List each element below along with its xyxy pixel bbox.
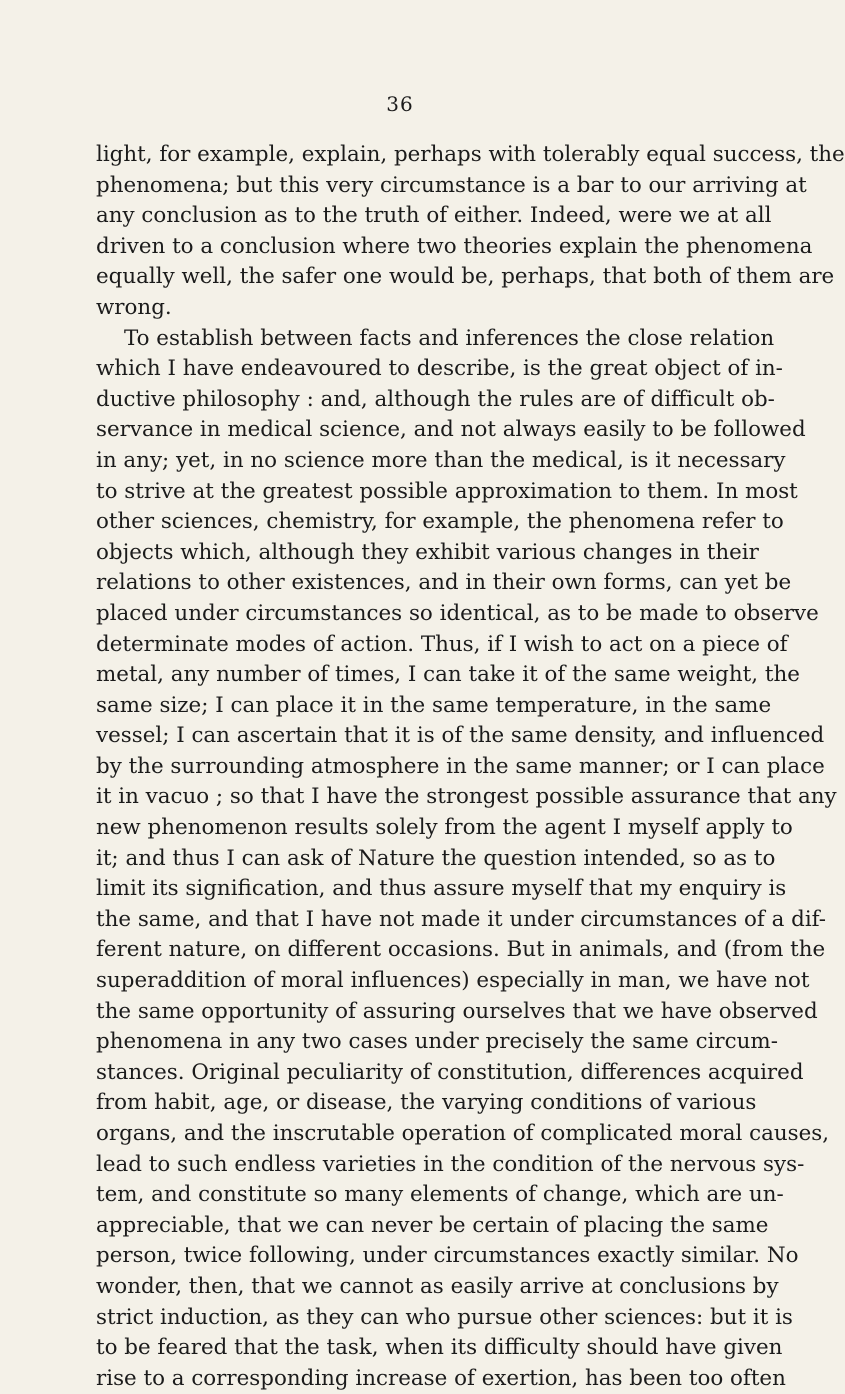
- text-line: from habit, age, or disease, the varying conditions of various: [96, 1090, 757, 1116]
- text-line: the same opportunity of assuring ourselves that we have observed: [96, 998, 818, 1024]
- text-line: wrong.: [96, 294, 172, 320]
- text-line: tem, and constitute so many elements of change, which are un-: [96, 1182, 784, 1208]
- text-line: in any; yet, in no science more than the medical, is it necessary: [96, 447, 786, 473]
- text-line: phenomena in any two cases under precisely the same circum-: [96, 1029, 778, 1055]
- text-line: organs, and the inscrutable operation of complicated moral causes,: [96, 1121, 830, 1146]
- text-line: servance in medical science, and not always easily to be followed: [96, 417, 806, 443]
- text-line: rise to a corresponding increase of exertion, has been too often: [96, 1365, 786, 1391]
- text-line: To establish between facts and inferences the close relation: [124, 325, 775, 351]
- text-line: the same, and that I have not made it under circumstances of a dif-: [96, 906, 827, 932]
- text-line: appreciable, that we can never be certain of placing the same: [96, 1212, 769, 1238]
- text-line: it; and thus I can ask of Nature the question intended, so as to: [96, 845, 776, 871]
- text-line: lead to such endless varieties in the condition of the nervous sys-: [96, 1151, 805, 1177]
- text-line: which I have endeavoured to describe, is the great object of in-: [96, 356, 783, 382]
- text-line: vessel; I can ascertain that it is of the same density, and influenced: [96, 723, 825, 749]
- text-line: objects which, although they exhibit various changes in their: [96, 539, 759, 565]
- page-number: 36: [386, 92, 414, 116]
- body-text: [96, 140, 845, 1394]
- text-line: determinate modes of action. Thus, if I wish to act on a piece of: [96, 631, 788, 657]
- text-line: stances. Original peculiarity of constitution, differences acquired: [96, 1059, 804, 1085]
- text-line: wonder, then, that we cannot as easily arrive at conclusions by: [96, 1273, 779, 1299]
- text-line: to strive at the greatest possible approximation to them. In most: [96, 478, 798, 504]
- text-line: same size; I can place it in the same temperature, in the same: [96, 692, 772, 718]
- text-line: placed under circumstances so identical, as to be made to observe: [96, 600, 819, 626]
- text-line: limit its signification, and thus assure myself that my enquiry is: [96, 876, 787, 902]
- text-line: ductive philosophy : and, although the rules are of difficult ob-: [96, 386, 775, 412]
- text-line: other sciences, chemistry, for example, the phenomena refer to: [96, 509, 784, 535]
- text-line: equally well, the safer one would be, perhaps, that both of them are: [96, 264, 835, 290]
- text-line: relations to other existences, and in their own forms, can yet be: [96, 570, 792, 596]
- text-line: phenomena; but this very circumstance is a bar to our arriving at: [96, 172, 807, 198]
- text-line: person, twice following, under circumstances exactly similar. No: [96, 1243, 799, 1269]
- text-line: driven to a conclusion where two theories explain the phenomena: [96, 233, 813, 259]
- text-line: ferent nature, on different occasions. But in animals, and (from the: [96, 937, 826, 963]
- text-line: to be feared that the task, when its difficulty should have given: [96, 1335, 783, 1361]
- text-line: by the surrounding atmosphere in the same manner; or I can place: [96, 753, 825, 779]
- text-line: it in vacuo ; so that I have the strongest possible assurance that any: [96, 784, 837, 810]
- text-line: superaddition of moral influences) especially in man, we have not: [96, 968, 810, 994]
- text-line: new phenomenon results solely from the agent I myself apply to: [96, 815, 793, 841]
- text-line: metal, any number of times, I can take it of the same weight, the: [96, 662, 800, 688]
- text-line: light, for example, explain, perhaps with tolerably equal success, the: [96, 142, 845, 167]
- text-line: strict induction, as they can who pursue other sciences: but it is: [96, 1304, 793, 1330]
- text-line: any conclusion as to the truth of either. Indeed, were we at all: [96, 203, 772, 229]
